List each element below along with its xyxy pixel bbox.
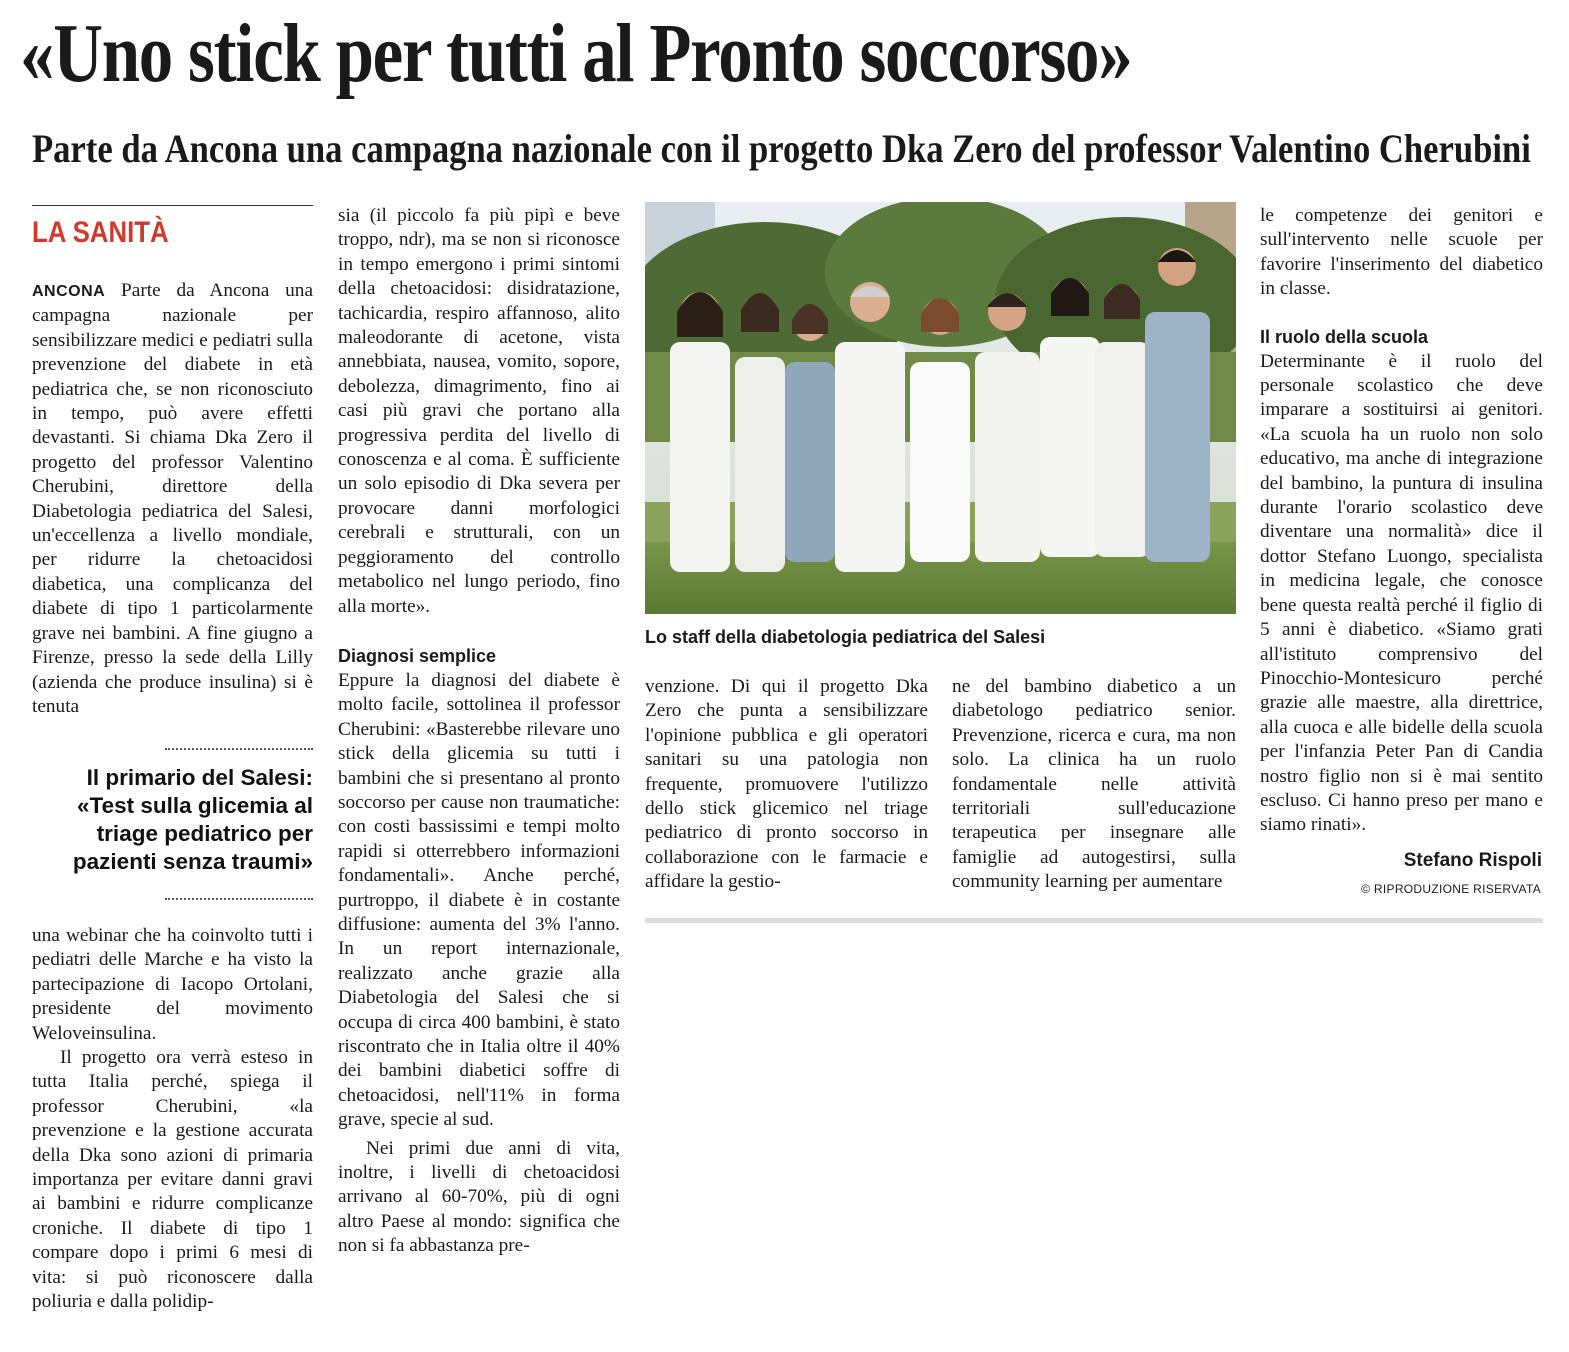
paragraph: una webinar che ha coinvolto tutti i pediatri delle Marche e ha visto la partecipazione di Iacopo Ortolani, presidente del movimento Weloveinsulina. [32,925,313,1044]
paragraph: sia (il piccolo fa più pipì e beve troppo, ndr), ma se non si riconosce in tempo emergono i primi sintomi della chetoacidosi: disidratazione, tachicardia, respiro affannoso, alito maleodorante di acetone, vista annebbiata, nausea, vomito, sopore, debolezza, dimagrimento, fino ai casi più gravi che portano alla progressiva perdita del livello di conoscenza e al coma. È sufficiente un solo episodio di Dka severa per provocare danni morfologici cerebrali e strutturali, con un peggioramento del controllo metabolico nel lungo periodo, fino alla morte». [338,205,620,617]
pullquote-rule-top [165,748,313,750]
column-4 [952,675,1236,895]
paragraph: Determinante è il ruolo del personale scolastico che deve imparare a sostituirsi ai genitori. «La scuola ha un ruolo non solo educativo, ma anche di integrazione del bambino, la puntura di insulina durante l'orario scolastico deve diventare una normalità» dice il dottor Stefano Luongo, specialista in medicina legale, che conosce bene questa realtà perché il figlio di 5 anni è diabetico. «Siamo grati all'istituto comprensivo del Pinocchio-Montesicuro perché grazie alle maestre, alla direttrice, alla cuoca e alle bidelle della scuola per l'infanzia Peter Pan di Candia nostro figlio non si è mai sentito escluso. Ci hanno preso per mano e siamo rinati». [1260,350,1543,836]
copyright-notice: © RIPRODUZIONE RISERVATA [1361,882,1541,896]
paragraph: le competenze dei genitori e sull'intervento nelle scuole per favorire l'inserimento del diabetico in classe. [1260,205,1543,300]
staff-photo-illustration [645,202,1236,614]
paragraph: venzione. Di qui il progetto Dka Zero che punta a sensibilizzare l'opinione pubblica e gli operatori sanitari su una patologia non frequente, promuovere l'utilizzo dello stick glicemico nel triage pediatrico di pronto soccorso in collaborazione con le farmacie e affidare la gestio- [645,676,928,893]
bottom-rule [645,918,1543,923]
column-1-bottom [32,924,313,1315]
lead-text: Parte da Ancona una campagna nazionale per sensibilizzare medici e pediatri sulla prevenzione del diabete in età pediatrica che, se non riconosciuto in tempo, può avere effetti devastanti. Si chiama Dka Zero il progetto del professor Valentino Cherubini, direttore della Diabetologia pediatrica del Salesi, un'eccellenza a livello mondiale, per ridurre la chetoacidosi diabetica, una complicanza del diabete di tipo 1 particolarmente grave nei bambini. A fine giugno a Firenze, presso la sede della Lilly (azienda che produce insulina) si è tenuta [32,280,313,717]
paragraph: Nei primi due anni di vita, inoltre, i livelli di chetoacidosi arrivano al 60-70%, più di ogni altro Paese al mondo: significa che non si fa abbastanza pre- [338,1137,620,1257]
paragraph: Eppure la diagnosi del diabete è molto facile, sottolinea il professor Cherubini: «Basterebbe rilevare uno stick della glicemia su tutti i bambini che si presentano al pronto soccorso per cause non traumatiche: con costi bassissimi e tempi molto rapidi si otterrebbero informazioni fondamentali». Anche perché, purtroppo, il diabete è in costante diffusione: aumenta del 3% l'anno. In un report internazionale, realizzato anche grazie alla Diabetologia del Salesi che si occupa di circa 400 bambini, è stato riscontrato che in Italia oltre il 40% dei bambini diabetici soffre di chetoacidosi, nell'11% in forma grave, specie al sud. [338,669,620,1131]
column-1-top [32,279,313,719]
pullquote-rule-bottom [165,898,313,900]
headline: «Uno stick per tutti al Pronto soccorso» [20,7,1132,100]
column-2 [338,204,620,1259]
section-kicker: LA SANITÀ [32,216,169,249]
subhead-diagnosi: Diagnosi semplice [338,645,497,666]
paragraph: Il progetto ora verrà esteso in tutta Italia perché, spiega il professor Cherubini, «la prevenzione e la gestione accurata della Dka sono azioni di primaria importanza per evitare danni gravi ai bambini e ridurre complicanze croniche. Il diabete di tipo 1 compare dopo i primi 6 mesi di vita: si può riconoscere dalla poliuria e dalla polidip- [32,1047,313,1313]
staff-photo [645,202,1236,614]
paragraph: ne del bambino diabetico a un diabetologo pediatrico senior. Prevenzione, ricerca e cura, ma non solo. La clinica ha un ruolo fondamentale nelle attività territoriali sull'educazione terapeutica per insegnare alle famiglie ad autogestirsi, sulla community learning per aumentare [952,676,1236,893]
column-3 [645,675,928,895]
kicker-rule [32,205,313,206]
subtitle: Parte da Ancona una campagna nazionale con il progetto Dka Zero del professor Valentino Cherubini [32,126,1531,171]
lead-paragraph [32,279,313,719]
photo-caption: Lo staff della diabetologia pediatrica del Salesi [645,627,1046,647]
subhead-scuola: Il ruolo della scuola [1260,326,1429,347]
column-5 [1260,204,1543,838]
byline: Stefano Rispoli [1403,850,1542,871]
dateline: ANCONA [32,283,106,300]
pullquote: Il primario del Salesi: «Test sulla glicemia al triage pediatrico per pazienti senza traumi» [72,765,313,874]
